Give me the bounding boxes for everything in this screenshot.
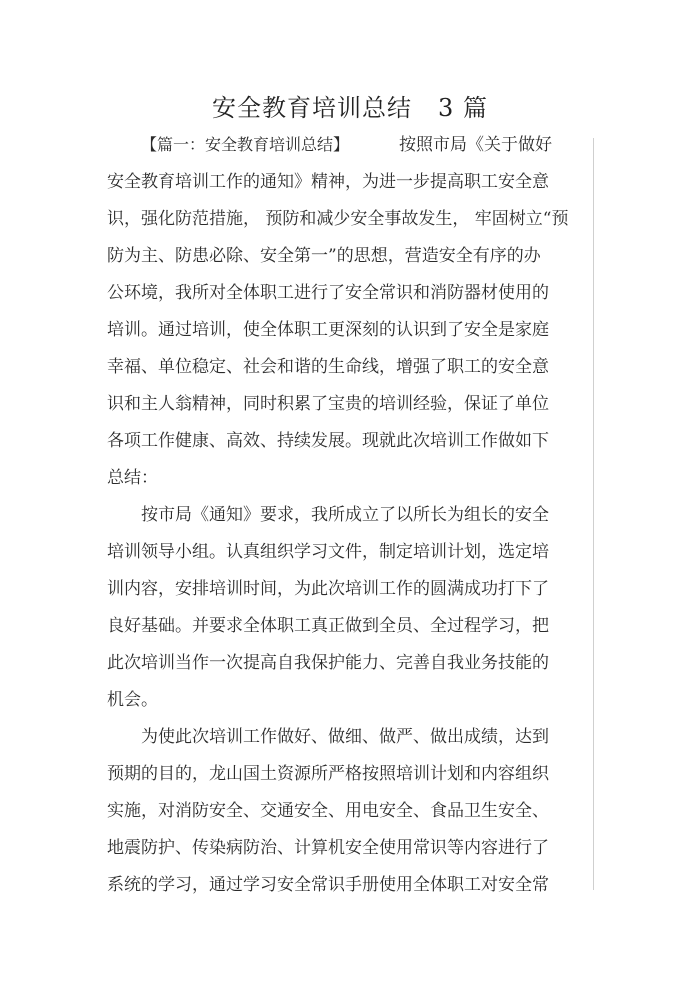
text-line-19: 实施，对消防安全、交通安全、用电安全、食品卫生安全、: [107, 801, 549, 821]
text-line-9: 各项工作健康、高效、持续发展。现就此次培训工作做如下: [107, 431, 549, 451]
text-line-16: 机会。: [107, 690, 158, 710]
title-count: 3 篇: [438, 94, 488, 122]
page-title: [0, 88, 700, 123]
text-line-20: 地震防护、传染病防治、计算机安全使用常识等内容进行了: [107, 838, 549, 858]
text-line-1: [141, 130, 552, 155]
text-line-5: 公环境，我所对全体职工进行了安全常识和消防器材使用的: [107, 283, 549, 303]
text-line-10: 总结：: [107, 468, 158, 488]
text-line-4: 防为主、防患必除、安全第一”的思想，营造安全有序的办: [107, 246, 541, 266]
line-text: 按照市局《关于做好: [399, 135, 553, 155]
text-line-2: 安全教育培训工作的通知》精神，为进一步提高职工安全意: [107, 172, 549, 192]
title-main: 安全教育培训总结: [212, 94, 413, 122]
text-line-17: 为使此次培训工作做好、做细、做严、做出成绩，达到: [141, 727, 549, 747]
text-line-6: 培训。通过培训，使全体职工更深刻的认识到了安全是家庭: [107, 320, 549, 340]
text-line-3: 识，强化防范措施， 预防和减少安全事故发生， 牢固树立“预: [107, 209, 569, 229]
text-line-8: 识和主人翁精神，同时积累了宝贵的培训经验，保证了单位: [107, 394, 549, 414]
text-line-18: 预期的目的，龙山国土资源所严格按照培训计划和内容组织: [107, 764, 549, 784]
text-line-11: 按市局《通知》要求，我所成立了以所长为组长的安全: [141, 505, 549, 525]
text-line-15: 此次培训当作一次提高自我保护能力、完善自我业务技能的: [107, 653, 549, 673]
section-heading: 【篇一：安全教育培训总结】: [141, 135, 350, 154]
text-line-13: 训内容，安排培训时间，为此次培训工作的圆满成功打下了: [107, 579, 549, 599]
text-line-14: 良好基础。并要求全体职工真正做到全员、全过程学习，把: [107, 616, 549, 636]
text-line-12: 培训领导小组。认真组织学习文件，制定培训计划，选定培: [107, 542, 549, 562]
page-edge-rule: [593, 138, 594, 890]
text-line-21: 系统的学习，通过学习安全常识手册使用全体职工对安全常: [107, 875, 549, 895]
text-line-7: 幸福、单位稳定、社会和谐的生命线，增强了职工的安全意: [107, 357, 549, 377]
